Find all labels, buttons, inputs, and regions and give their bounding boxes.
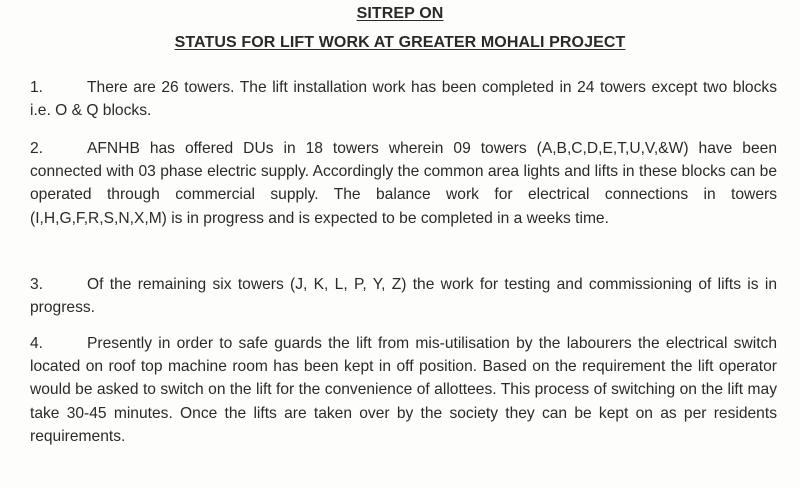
paragraph-3: [30, 273, 777, 319]
paragraph-1-text: There are 26 towers. The lift installation work has been completed in 24 towers except two blocks i.e. O & Q blocks.: [30, 79, 777, 120]
paragraph-1-number: 1.: [30, 79, 44, 96]
document-title-line-2: STATUS FOR LIFT WORK AT GREATER MOHALI PROJECT: [174, 34, 626, 51]
paragraph-2-text: AFNHB has offered DUs in 18 towers wherein 09 towers (A,B,C,D,E,T,U,V,&W) have been connected with 03 phase electric supply. Accordingly the common area lights and lifts in these blocks can be operated through commercial supply. The balance work for electrical connections in towers (I,H,G,F,R,S,N,X,M) is in progress and is expected to be completed in a weeks time.: [30, 140, 777, 227]
paragraph-2: [30, 137, 777, 230]
paragraph-4-number: 4.: [30, 335, 44, 352]
document-title-line-1: SITREP ON: [356, 5, 444, 22]
paragraph-3-number: 3.: [30, 276, 44, 293]
paragraph-4: [30, 332, 777, 448]
paragraph-3-text: Of the remaining six towers (J, K, L, P, Y, Z) the work for testing and commissioning of lifts is in progress.: [30, 276, 777, 317]
paragraph-2-number: 2.: [30, 140, 44, 157]
paragraph-1: [30, 76, 777, 122]
paragraph-4-text: Presently in order to safe guards the lift from mis-utilisation by the labourers the electrical switch located on roof top machine room has been kept in off position. Based on the requirement the lift operator would be asked to switch on the lift for the convenience of allottees. This process of switching on the lift may take 30-45 minutes. Once the lifts are taken over by the society they can be kept on as per residents requirements.: [30, 335, 777, 445]
